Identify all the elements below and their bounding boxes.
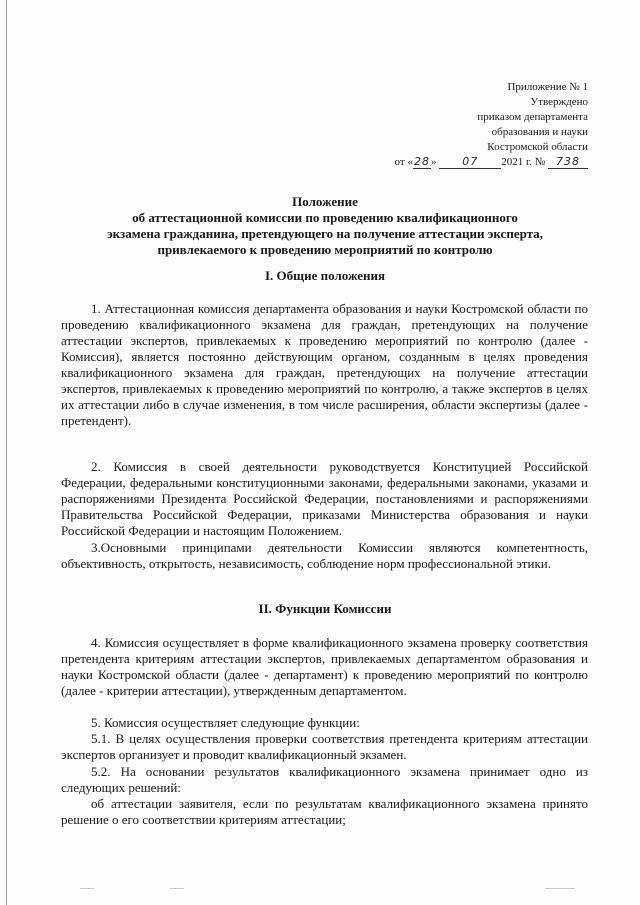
department-line: образования и науки bbox=[491, 126, 588, 138]
paragraph-2: 2. Комиссия в своей деятельности руководствуется Конституцией Российской Федерации, федеральными конституционными законами, федеральными законами, указами и распоряжениями Президента Российской Федерации, постановлениями и распоряжениями Правительства Российской Федерации, приказами Министерства образования и науки Российской Федерации и настоящим Положением. bbox=[61, 459, 588, 538]
order-year: 2021 г. № bbox=[501, 156, 546, 168]
footer-mark bbox=[170, 888, 184, 889]
title-line-1: Положение bbox=[292, 194, 358, 209]
order-date-line bbox=[395, 155, 588, 170]
paragraph-5-2: 5.2. На основании результатов квалификационного экзамена принимает одно из следующих решений: bbox=[61, 764, 588, 795]
footer-mark bbox=[80, 888, 94, 889]
order-line: приказом департамента bbox=[477, 111, 588, 123]
date-mid: » bbox=[430, 156, 437, 168]
date-prefix: от « bbox=[394, 156, 413, 168]
approved-label: Утверждено bbox=[530, 96, 588, 108]
appendix-number: Приложение № 1 bbox=[507, 81, 588, 93]
scan-edge bbox=[6, 0, 7, 905]
appendix-block bbox=[395, 80, 588, 170]
footer-mark bbox=[545, 888, 575, 889]
order-number: 738 bbox=[548, 155, 588, 169]
paragraph-5-2-item: об аттестации заявителя, если по результатам квалификационного экзамена принято решение о его соответствии критериям аттестации; bbox=[61, 796, 588, 827]
order-day: 28 bbox=[413, 155, 430, 168]
title-line-2: об аттестационной комиссии по проведению квалификационного bbox=[132, 210, 518, 225]
paragraph-3: 3.Основными принципами деятельности Комиссии являются компетентность, объективность, открытость, независимость, соблюдение норм профессиональной этики. bbox=[61, 540, 588, 571]
paragraph-1: 1. Аттестационная комиссия департамента образования и науки Костромской области по проведению квалификационного экзамена для граждан, претендующих на получение аттестации экспертов, привлекаемых к проведению мероприятий по контролю (далее - Комиссия), является постоянно действующим органом, созданным в целях проведения квалификационного экзамена для граждан, претендующих на получение аттестации экспертов, привлекаемых к проведению мероприятий по контролю, а также экспертов в целях их аттестации либо в случае изменения, в том числе расширения, области экспертизы (далее - претендент). bbox=[61, 301, 588, 428]
order-month: 07 bbox=[439, 155, 501, 169]
section-heading-functions: II. Функции Комиссии bbox=[258, 601, 392, 616]
region-line: Костромской области bbox=[487, 141, 588, 153]
document-title bbox=[60, 194, 590, 258]
paragraph-5-1: 5.1. В целях осуществления проверки соответствия претендента критериям аттестации экспертов организует и проводит квалификационный экзамен. bbox=[61, 731, 588, 762]
section-heading-general: I. Общие положения bbox=[265, 268, 385, 283]
paragraph-5: 5. Комиссия осуществляет следующие функции: bbox=[91, 715, 360, 730]
title-line-4: привлекаемого к проведению мероприятий по контролю bbox=[157, 242, 493, 257]
paragraph-4: 4. Комиссия осуществляет в форме квалификационного экзамена проверку соответствия претендента критериям аттестации экспертов, привлекаемых департаментом образования и науки Костромской области (далее - департамент) к проведению мероприятий по контролю (далее - критерии аттестации), утвержденным департаментом. bbox=[61, 635, 588, 698]
title-line-3: экзамена гражданина, претендующего на получение аттестации эксперта, bbox=[107, 226, 543, 241]
